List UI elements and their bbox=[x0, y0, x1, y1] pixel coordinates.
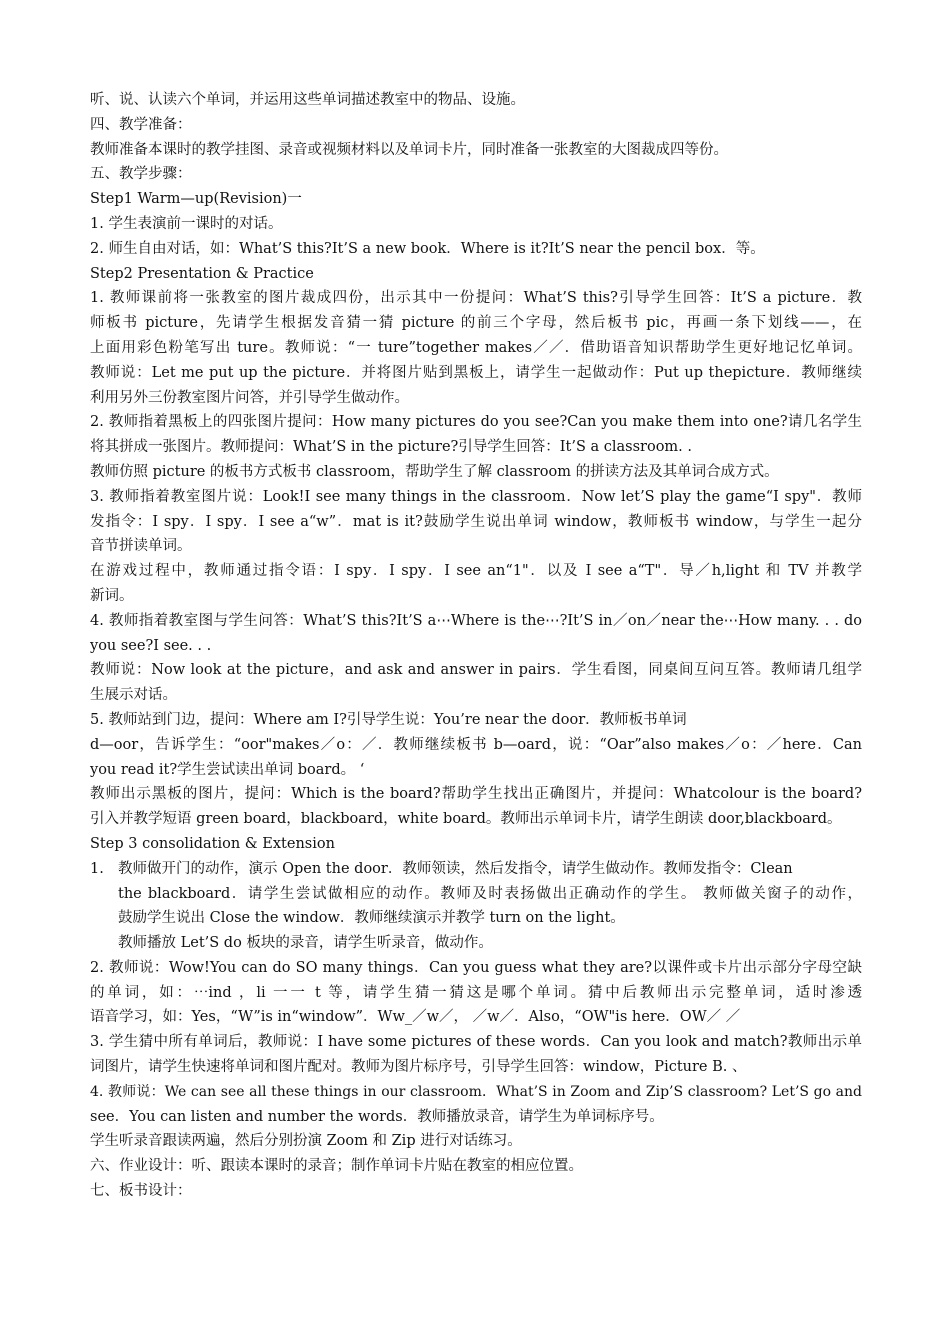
item-text: 教师做开门的动作，演示 Open the door．教师领读，然后发指令，请学生做动作。教师发指令：Clean bbox=[118, 860, 793, 877]
text-line: 1. 教师课前将一张教室的图片裁成四份，出示其中一份提问：What’S this?引导学生回答：It’S a picture．教 bbox=[90, 290, 862, 307]
text-line: 学生听录音跟读两遍，然后分别扮演 Zoom 和 Zip 进行对话练习。 bbox=[90, 1133, 522, 1150]
text-line: 将其拼成一张图片。教师提问：What’S in the picture?引导学生回答：It’S a classroom. . bbox=[90, 439, 693, 456]
text-line: d—oor，告诉学生：“oor"makes／o：／．教师继续板书 b—oard，说：“Oar”also makes／o：／here．Can bbox=[90, 736, 862, 753]
text-line: 词图片，请学生快速将单词和图片配对。教师为图片标序号，引导学生回答：window，Picture B. 、 bbox=[90, 1059, 747, 1076]
text-line: 2. 师生自由对话，如：What’S this?It’S a new book．Where is it?It’S near the pencil box．等。 bbox=[90, 240, 765, 257]
text-line: see．You can listen and number the words．教师播放录音，请学生为单词标序号。 bbox=[90, 1108, 664, 1125]
text-line: 生展示对话。 bbox=[90, 687, 177, 704]
text-line: 5. 教师站到门边，提问：Where am I?引导学生说：You’re near the door．教师板书单词 bbox=[90, 711, 687, 728]
section-heading: 六、作业设计：听、跟读本课时的录音；制作单词卡片贴在教室的相应位置。 bbox=[90, 1158, 583, 1175]
text-line: 发指令：I spy．I spy．I see a“w”．mat is it?鼓励学生说出单词 window，教师板书 window，与学生一起分 bbox=[90, 513, 862, 530]
text-line: 1. 学生表演前一课时的对话。 bbox=[90, 215, 283, 232]
text-line: 教师出示黑板的图片，提问：Which is the board?帮助学生找出正确图片，并提问：Whatcolour is the board? bbox=[90, 786, 862, 803]
section-heading: 五、教学步骤： bbox=[90, 166, 192, 183]
document-page bbox=[90, 88, 862, 1204]
text-line: 教师仿照 picture 的板书方式板书 classroom，帮助学生了解 classroom 的拼读方法及其单词合成方式。 bbox=[90, 463, 779, 480]
step-heading: Step2 Presentation & Practice bbox=[90, 265, 314, 282]
text-line: 教师说：Now look at the picture，and ask and answer in pairs．学生看图，同桌间互问互答。教师请几组学 bbox=[90, 662, 862, 679]
text-line: you read it?学生尝试读出单词 board。 ‘ bbox=[90, 761, 365, 778]
numbered-item bbox=[90, 857, 862, 882]
text-line: 教师播放 Let’S do 板块的录音，请学生听录音，做动作。 bbox=[118, 935, 493, 952]
text-line: 教师说：Let me put up the picture．并将图片贴到黑板上，请学生一起做动作：Put up thepicture．教师继续 bbox=[90, 364, 862, 381]
section-heading: 七、板书设计： bbox=[90, 1183, 192, 1200]
text-line: 引入并教学短语 green board，blackboard，white board。教师出示单词卡片，请学生朗读 door,blackboard。 bbox=[90, 811, 842, 828]
text-line: 新词。 bbox=[90, 587, 134, 604]
step-heading: Step1 Warm—up(Revision)一 bbox=[90, 191, 302, 208]
text-line: 利用另外三份教室图片问答，并引导学生做动作。 bbox=[90, 389, 409, 406]
text-line: 4. 教师说：We can see all these things in our classroom．What’S in Zoom and Zip’S classroom? Let’S go and bbox=[90, 1083, 862, 1100]
text-line: 教师准备本课时的教学挂图、录音或视频材料以及单词卡片，同时准备一张教室的大图裁成四等份。 bbox=[90, 141, 728, 158]
text-line: 3. 教师指着教室图片说：Look!I see many things in the classroom．Now let’S play the game“I spy"．教师 bbox=[90, 488, 862, 505]
text-line: 2. 教师说：Wow!You can do SO many things．Can you guess what they are?以课件或卡片出示部分字母空缺 bbox=[90, 959, 862, 976]
text-line: 语音学习，如：Yes，“W”is in“window”．Ww_／w／， ／w／．Also，“OW"is here．OW／ ／ bbox=[90, 1009, 741, 1026]
section-heading: 四、教学准备： bbox=[90, 116, 192, 133]
text-line: 师板书 picture，先请学生根据发音猜一猜 picture 的前三个字母，然后板书 pic，再画一条下划线——，在 bbox=[90, 315, 862, 332]
text-line: 的单词，如：⋯ind ，li 一一 t 等，请学生猜一猜这是哪个单词。猜中后教师出示完整单词，适时渗透 bbox=[90, 984, 862, 1001]
text-line: the blackboard．请学生尝试做相应的动作。教师及时表扬做出正确动作的学生。 教师做关窗子的动作， bbox=[118, 885, 862, 902]
text-line: 3. 学生猜中所有单词后，教师说：I have some pictures of these words．Can you look and match?教师出示单 bbox=[90, 1034, 862, 1051]
text-line: 音节拼读单词。 bbox=[90, 538, 192, 555]
text-line: 在游戏过程中，教师通过指令语：I spy．I spy．I see an“1"．以及 I see a“T"．导／h,light 和 TV 并教学 bbox=[90, 563, 862, 580]
text-line: 上面用彩色粉笔写出 ture。教师说：“一 ture”together makes／／．借助语音知识帮助学生更好地记忆单词。 bbox=[90, 339, 862, 356]
text-line: you see?I see. . . bbox=[90, 637, 212, 654]
step-heading: Step 3 consolidation & Extension bbox=[90, 835, 335, 852]
text-line: 听、说、认读六个单词，并运用这些单词描述教室中的物品、设施。 bbox=[90, 92, 525, 108]
item-number: 1. bbox=[90, 860, 104, 877]
text-line: 4. 教师指着教室图与学生问答：What’S this?It’S a⋯Where is the⋯?It’S in／on／near the⋯How many. . . do bbox=[90, 612, 862, 629]
text-line: 鼓励学生说出 Close the window．教师继续演示并教学 turn on the light。 bbox=[118, 910, 625, 927]
text-line: 2. 教师指着黑板上的四张图片提问：How many pictures do you see?Can you make them into one?请几名学生 bbox=[90, 414, 862, 431]
